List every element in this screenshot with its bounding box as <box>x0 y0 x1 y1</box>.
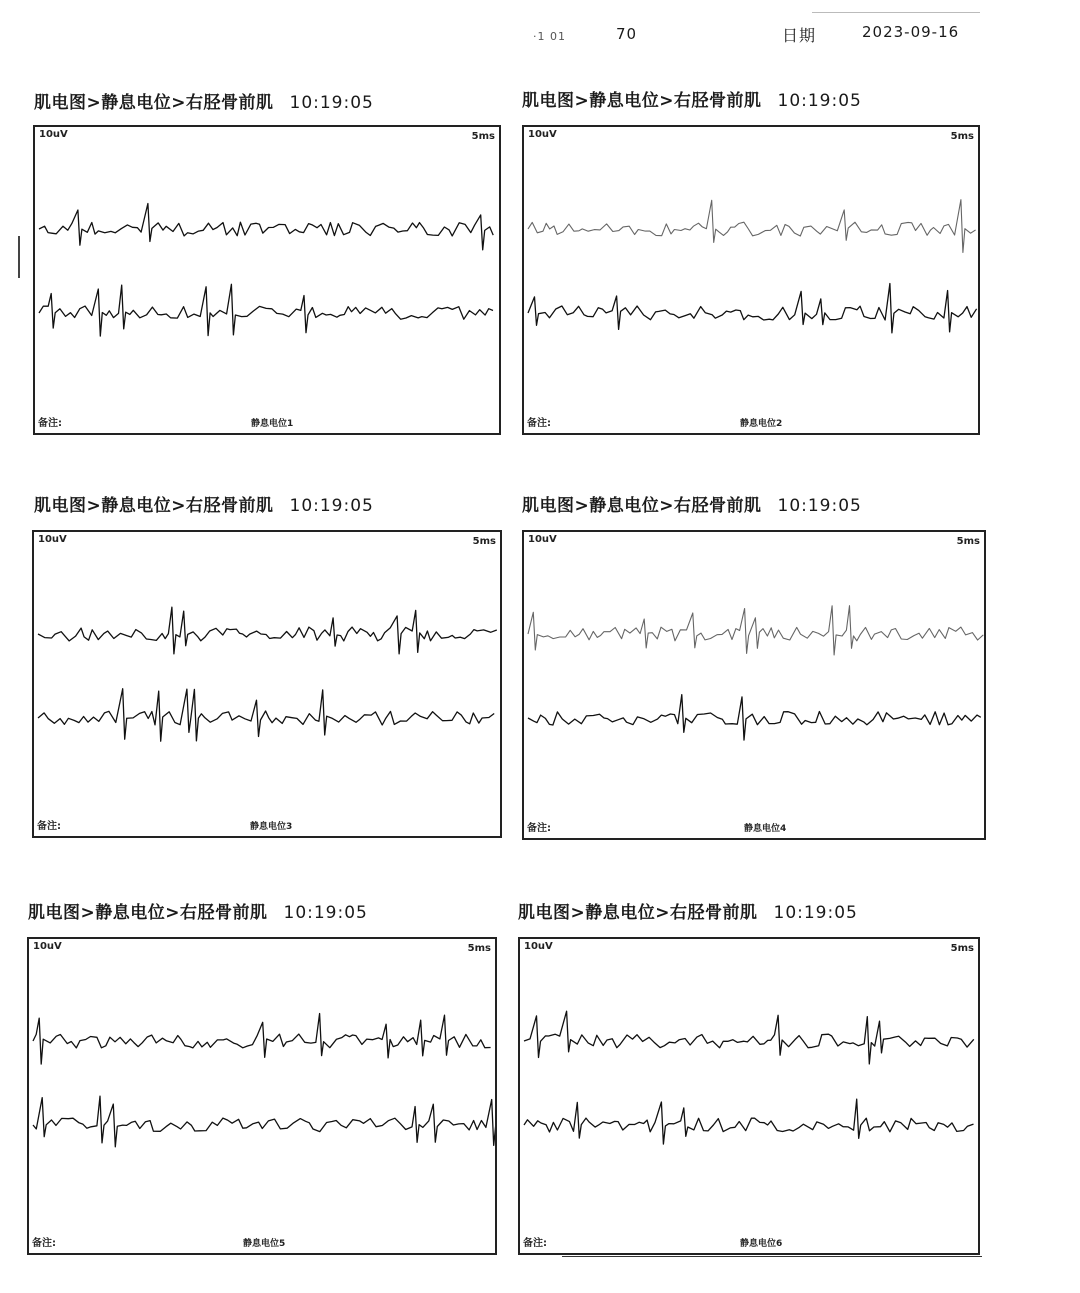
panel-2-traces <box>524 127 978 433</box>
bottom-rule <box>562 1256 982 1257</box>
panel-6-label: 静息电位6 <box>740 1239 783 1249</box>
panel-3-trace-top <box>38 607 497 654</box>
panel-4-title <box>522 491 862 516</box>
panel-5-trace-bottom <box>33 1096 495 1147</box>
panel-6-title <box>518 898 858 923</box>
panel-3-path: 肌电图>静息电位>右胫骨前肌 <box>34 496 274 516</box>
panel-4-label: 静息电位4 <box>744 824 787 834</box>
panel-2-trace-bottom <box>528 284 977 333</box>
panel-5-traces <box>29 939 495 1253</box>
panel-1-timebase: 5ms <box>471 131 495 142</box>
panel-3-title <box>34 491 374 516</box>
panel-5-time: 10:19:05 <box>283 903 368 923</box>
panel-6-amplitude: 10uV <box>524 941 553 952</box>
panel-4-timebase: 5ms <box>956 536 980 547</box>
panel-6-trace-top <box>524 1011 974 1064</box>
emg-panel-4 <box>522 530 986 840</box>
panel-4-path: 肌电图>静息电位>右胫骨前肌 <box>522 496 762 516</box>
panel-2-amplitude: 10uV <box>528 129 557 140</box>
panel-3-timebase: 5ms <box>472 536 496 547</box>
panel-3-amplitude: 10uV <box>38 534 67 545</box>
header-fragment: ·1 01 <box>533 30 566 43</box>
emg-panel-1 <box>33 125 501 435</box>
emg-panel-6 <box>518 937 980 1255</box>
panel-5-title <box>28 898 368 923</box>
panel-2-time: 10:19:05 <box>777 91 862 111</box>
panel-1-path: 肌电图>静息电位>右胫骨前肌 <box>34 93 274 113</box>
page-number: 70 <box>616 25 638 43</box>
panel-4-time: 10:19:05 <box>777 496 862 516</box>
panel-3-label: 静息电位3 <box>250 822 293 832</box>
panel-6-time: 10:19:05 <box>773 903 858 923</box>
panel-3-note: 备注: <box>37 821 61 832</box>
panel-1-note: 备注: <box>38 418 62 429</box>
panel-1-trace-top <box>39 204 493 250</box>
panel-6-path: 肌电图>静息电位>右胫骨前肌 <box>518 903 758 923</box>
date-label: 日期 <box>782 26 817 45</box>
panel-4-note: 备注: <box>527 823 551 834</box>
panel-4-traces <box>524 532 984 838</box>
panel-3-time: 10:19:05 <box>289 496 374 516</box>
panel-3-traces <box>34 532 500 836</box>
margin-mark <box>18 236 20 278</box>
panel-3-trace-bottom <box>38 689 494 742</box>
date-value: 2023-09-16 <box>862 23 960 41</box>
panel-2-title <box>522 86 862 111</box>
emg-panel-3 <box>32 530 502 838</box>
panel-1-amplitude: 10uV <box>39 129 68 140</box>
panel-2-label: 静息电位2 <box>740 419 783 429</box>
panel-1-time: 10:19:05 <box>289 93 374 113</box>
panel-1-title <box>34 88 374 113</box>
panel-4-trace-bottom <box>528 695 981 741</box>
panel-1-trace-bottom <box>39 284 493 336</box>
panel-6-timebase: 5ms <box>950 943 974 954</box>
panel-6-trace-bottom <box>524 1099 974 1144</box>
panel-2-note: 备注: <box>527 418 551 429</box>
panel-2-timebase: 5ms <box>950 131 974 142</box>
emg-panel-2 <box>522 125 980 435</box>
panel-6-note: 备注: <box>523 1238 547 1249</box>
panel-5-timebase: 5ms <box>467 943 491 954</box>
panel-4-trace-top <box>528 606 983 655</box>
panel-1-traces <box>35 127 499 433</box>
panel-5-amplitude: 10uV <box>33 941 62 952</box>
panel-1-label: 静息电位1 <box>251 419 294 429</box>
emg-panel-5 <box>27 937 497 1255</box>
panel-2-path: 肌电图>静息电位>右胫骨前肌 <box>522 91 762 111</box>
panel-5-label: 静息电位5 <box>243 1239 286 1249</box>
panel-6-traces <box>520 939 978 1253</box>
panel-5-trace-top <box>33 1014 491 1065</box>
panel-2-trace-top <box>528 200 976 253</box>
panel-5-note: 备注: <box>32 1238 56 1249</box>
panel-4-amplitude: 10uV <box>528 534 557 545</box>
panel-5-path: 肌电图>静息电位>右胫骨前肌 <box>28 903 268 923</box>
